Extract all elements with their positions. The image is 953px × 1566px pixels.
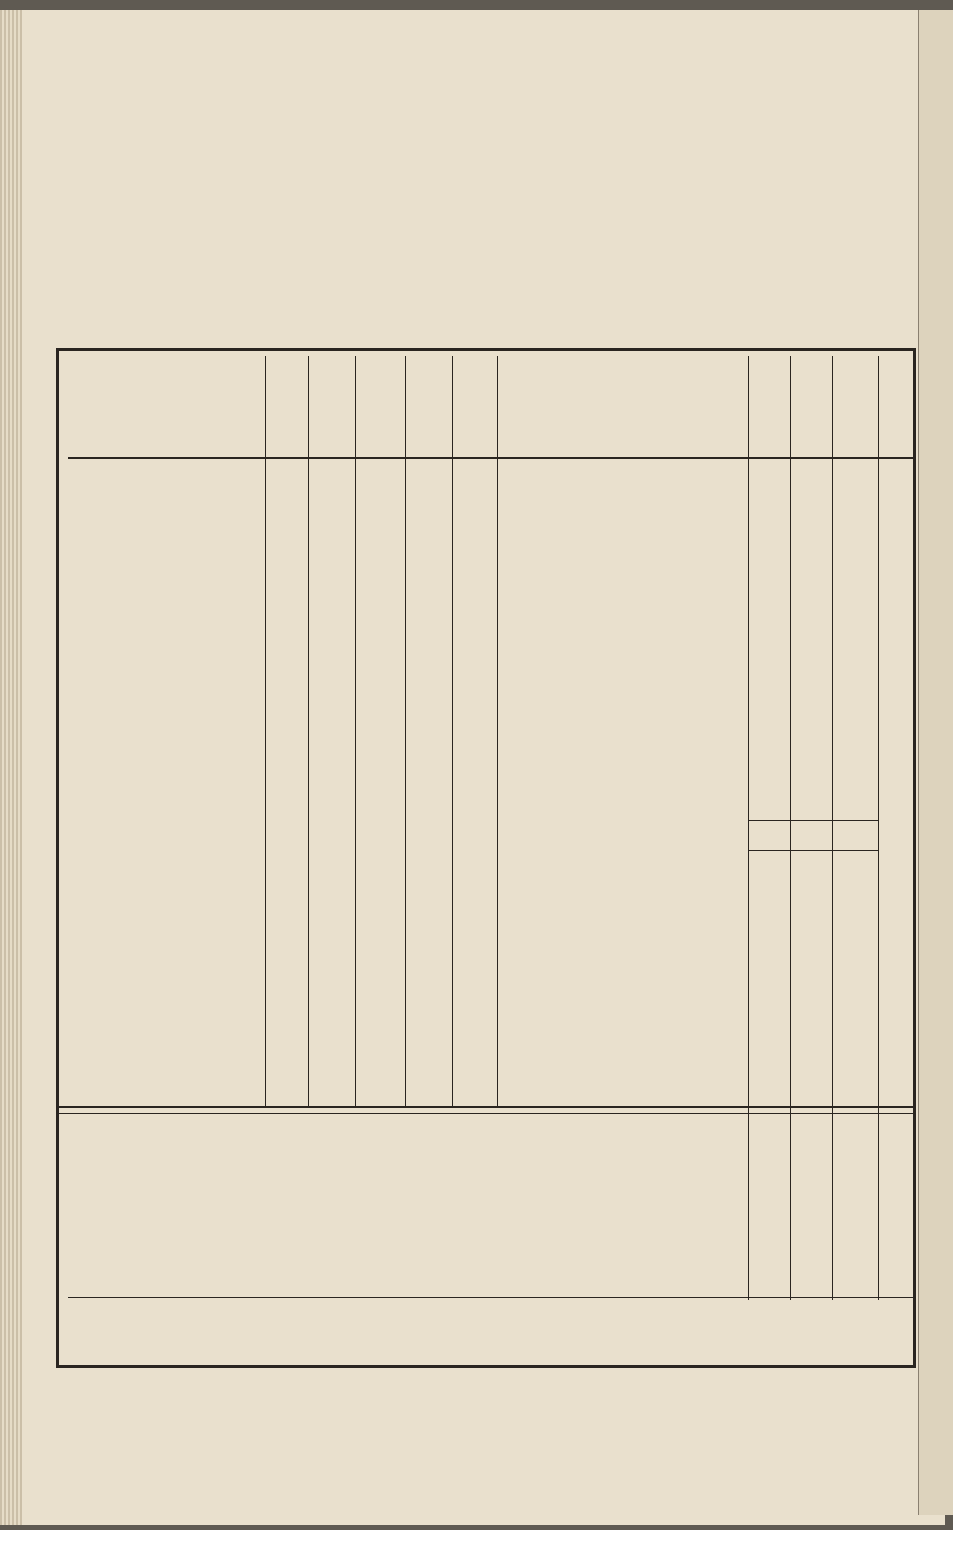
column-divider [748, 356, 749, 1300]
body-rule [59, 1106, 913, 1108]
table-frame [56, 348, 916, 1368]
total-rule [748, 820, 878, 821]
total-rule [748, 850, 878, 851]
next-page-edge [918, 10, 953, 1515]
page-edge [0, 10, 22, 1525]
column-divider [790, 356, 791, 1300]
column-divider [405, 356, 406, 1106]
column-divider [308, 356, 309, 1106]
column-divider [878, 356, 879, 1300]
header-rule [498, 457, 916, 459]
column-divider [452, 356, 453, 1106]
column-divider [265, 356, 266, 1106]
header-rule [68, 457, 498, 459]
groupement-rule [68, 1297, 916, 1298]
source-footer [0, 1530, 953, 1566]
column-divider [355, 356, 356, 1106]
column-divider [497, 356, 498, 1106]
column-divider [832, 356, 833, 1300]
body-rule [59, 1113, 913, 1114]
